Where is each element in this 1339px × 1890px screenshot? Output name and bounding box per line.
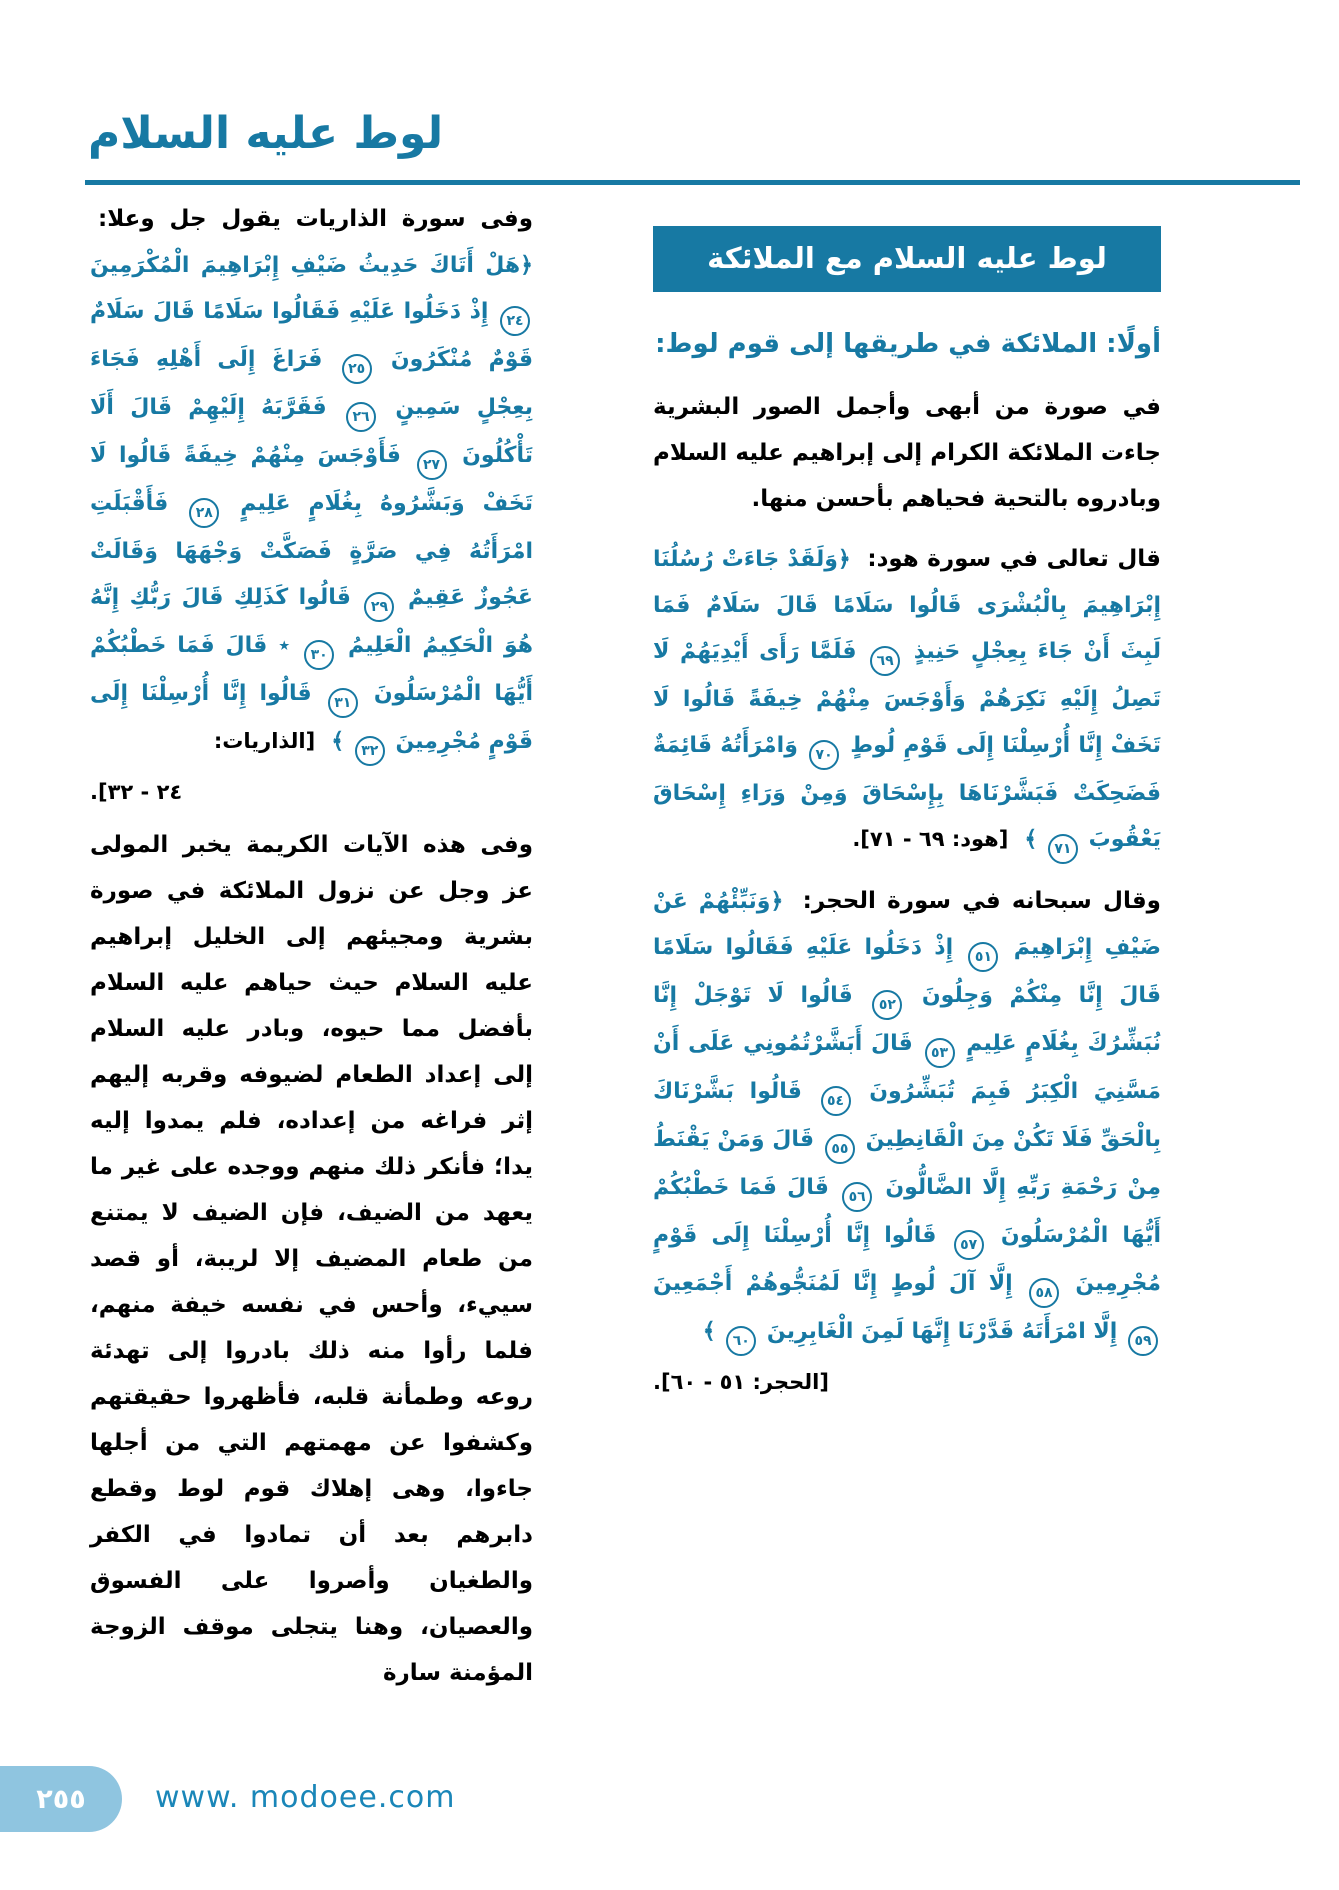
section-title-banner bbox=[653, 226, 1161, 292]
ayah-number-medallion: ٧٠ bbox=[809, 740, 839, 770]
ayah-number-medallion: ٣٠ bbox=[304, 640, 334, 670]
ayah-number-medallion: ٥٥ bbox=[825, 1134, 855, 1164]
commentary-paragraph: وفى هذه الآيات الكريمة يخبر المولى عز وجل عن نزول الملائكة في صورة بشرية ومجيئهم إلى الخليل إبراهيم عليه السلام حيث حياهم عليه السلام بأفضل مما حيوه، وبادر عليه السلام إلى إعداد الطعام لضيوفه وقربه إليهم إثر فراغه من إعداده، فلم يمدوا إليه يدا؛ فأنكر ذلك منهم ووجده على غير ما يعهد من الضيف، فإن الضيف لا يمتنع من طعام المضيف إلا لريبة، أو قصد سييء، وأحس في نفسه خيفة منهم، فلما رأوا منه ذلك بادروا إلى تهدئة روعه وطمأنة قلبه، فأظهروا حقيقتهم وكشفوا عن مهمتهم التي من أجلها جاءوا، وهى إهلاك قوم لوط وقطع دابرهم بعد أن تمادوا في الكفر والطغيان وأصروا على الفسوق والعصيان، وهنا يتجلى موقف الزوجة المؤمنة سارة bbox=[90, 832, 533, 1686]
ayah-number-medallion: ٢٤ bbox=[500, 306, 530, 336]
dhariyat-lead: وفى سورة الذاريات يقول جل وعلا: bbox=[98, 206, 533, 232]
hijr-citation: [الحجر: ٥١ - ٦٠]. bbox=[653, 1370, 829, 1395]
ayah-number-medallion: ٢٧ bbox=[417, 450, 447, 480]
ayah-number-medallion: ٥٢ bbox=[872, 990, 902, 1020]
ayah-number-medallion: ٢٩ bbox=[364, 592, 394, 622]
intro-paragraph: في صورة من أبهى وأجمل الصور البشرية جاءت الملائكة الكرام إلى إبراهيم عليه السلام وبادروه بالتحية فحياهم بأحسن منها. bbox=[653, 394, 1161, 513]
hijr-verse-block bbox=[653, 878, 1161, 1356]
hud-citation: [هود: ٦٩ - ٧١]. bbox=[852, 827, 1009, 852]
ayah-number-medallion: ٦٩ bbox=[870, 646, 900, 676]
ayah-number-medallion: ٢٦ bbox=[346, 402, 376, 432]
ayah-number-medallion: ٢٨ bbox=[189, 498, 219, 528]
page-number-pill bbox=[0, 1766, 122, 1832]
ayah-number-medallion: ٧١ bbox=[1048, 834, 1078, 864]
ayah-number-medallion: ٣١ bbox=[328, 688, 358, 718]
website-url: www. modoee.com bbox=[155, 1780, 456, 1815]
ayah-number-medallion: ٣٢ bbox=[355, 736, 385, 766]
hijr-lead: وقال سبحانه في سورة الحجر: bbox=[802, 888, 1161, 915]
section-title: لوط عليه السلام مع الملائكة bbox=[707, 241, 1107, 275]
ayah-number-medallion: ٥٦ bbox=[842, 1182, 872, 1212]
dhariyat-verse-block bbox=[90, 196, 533, 766]
subheading-angels: أولًا: الملائكة في طريقها إلى قوم لوط: bbox=[655, 329, 1161, 359]
dhariyat-quran-text: ﴿هَلْ أَتَاكَ حَدِيثُ ضَيْفِ إِبْرَاهِيمَ الْمُكْرَمِينَ ٢٤ إِذْ دَخَلُوا عَلَيْهِ فَقَالُوا سَلَامًا قَالَ سَلَامٌ قَوْمٌ مُنْكَرُونَ ٢٥ فَرَاغَ إِلَى أَهْلِهِ فَجَاءَ بِعِجْلٍ سَمِينٍ ٢٦ فَقَرَّبَهُ إِلَيْهِمْ قَالَ أَلَا تَأْكُلُونَ ٢٧ فَأَوْجَسَ مِنْهُمْ خِيفَةً قَالُوا لَا تَخَفْ وَبَشَّرُوهُ بِغُلَامٍ عَلِيمٍ ٢٨ فَأَقْبَلَتِ امْرَأَتُهُ فِي صَرَّةٍ فَصَكَّتْ وَجْهَهَا وَقَالَتْ عَجُوزٌ عَقِيمٌ ٢٩ قَالُوا كَذَلِكِ قَالَ رَبُّكِ إِنَّهُ هُوَ الْحَكِيمُ الْعَلِيمُ ٣٠ ٭ قَالَ فَمَا خَطْبُكُمْ أَيُّهَا الْمُرْسَلُونَ ٣١ قَالُوا إِنَّا أُرْسِلْنَا إِلَى قَوْمٍ مُجْرِمِينَ ٣٢ ﴾ bbox=[90, 253, 533, 754]
hud-lead: قال تعالى في سورة هود: bbox=[867, 546, 1161, 573]
dhariyat-citation-end: ٢٤ - ٣٢]. bbox=[90, 780, 183, 804]
hud-quran-text: ﴿وَلَقَدْ جَاءَتْ رُسُلُنَا إِبْرَاهِيمَ بِالْبُشْرَى قَالُوا سَلَامًا قَالَ سَلَامٌ فَمَا لَبِثَ أَنْ جَاءَ بِعِجْلٍ حَنِيذٍ ٦٩ فَلَمَّا رَأَى أَيْدِيَهُمْ لَا تَصِلُ إِلَيْهِ نَكِرَهُمْ وَأَوْجَسَ مِنْهُمْ خِيفَةً قَالُوا لَا تَخَفْ إِنَّا أُرْسِلْنَا إِلَى قَوْمِ لُوطٍ ٧٠ وَامْرَأَتُهُ قَائِمَةٌ فَضَحِكَتْ فَبَشَّرْنَاهَا بِإِسْحَاقَ وَمِنْ وَرَاءِ إِسْحَاقَ يَعْقُوبَ ٧١ ﴾ bbox=[653, 547, 1161, 852]
ayah-number-medallion: ٦٠ bbox=[726, 1326, 756, 1356]
ayah-number-medallion: ٥٣ bbox=[925, 1038, 955, 1068]
ayah-number-medallion: ٥٧ bbox=[954, 1230, 984, 1260]
column-right bbox=[653, 196, 1161, 1748]
ayah-number-medallion: ٥١ bbox=[968, 942, 998, 972]
running-head-calligraphy: لوط عليه السلام bbox=[88, 108, 444, 159]
hud-verse-block bbox=[653, 536, 1161, 864]
page-columns bbox=[88, 196, 1161, 1748]
hijr-quran-text: ﴿وَنَبِّئْهُمْ عَنْ ضَيْفِ إِبْرَاهِيمَ ٥١ إِذْ دَخَلُوا عَلَيْهِ فَقَالُوا سَلَامًا قَالَ إِنَّا مِنْكُمْ وَجِلُونَ ٥٢ قَالُوا لَا تَوْجَلْ إِنَّا نُبَشِّرُكَ بِغُلَامٍ عَلِيمٍ ٥٣ قَالَ أَبَشَّرْتُمُونِي عَلَى أَنْ مَسَّنِيَ الْكِبَرُ فَبِمَ تُبَشِّرُونَ ٥٤ قَالُوا بَشَّرْنَاكَ بِالْحَقِّ فَلَا تَكُنْ مِنَ الْقَانِطِينَ ٥٥ قَالَ وَمَنْ يَقْنَطُ مِنْ رَحْمَةِ رَبِّهِ إِلَّا الضَّالُّونَ ٥٦ قَالَ فَمَا خَطْبُكُمْ أَيُّهَا الْمُرْسَلُونَ ٥٧ قَالُوا إِنَّا أُرْسِلْنَا إِلَى قَوْمٍ مُجْرِمِينَ ٥٨ إِلَّا آلَ لُوطٍ إِنَّا لَمُنَجُّوهُمْ أَجْمَعِينَ ٥٩ إِلَّا امْرَأَتَهُ قَدَّرْنَا إِنَّهَا لَمِنَ الْغَابِرِينَ ٦٠ ﴾ bbox=[653, 889, 1161, 1344]
dhariyat-citation-start: [الذاريات: bbox=[213, 729, 316, 753]
column-left bbox=[90, 196, 533, 1748]
ayah-number-medallion: ٥٩ bbox=[1128, 1326, 1158, 1356]
ayah-number-medallion: ٥٤ bbox=[821, 1086, 851, 1116]
ayah-number-medallion: ٢٥ bbox=[342, 354, 372, 384]
page-number: ٢٥٥ bbox=[36, 1783, 86, 1815]
ayah-number-medallion: ٥٨ bbox=[1029, 1278, 1059, 1308]
header-rule bbox=[85, 180, 1300, 185]
